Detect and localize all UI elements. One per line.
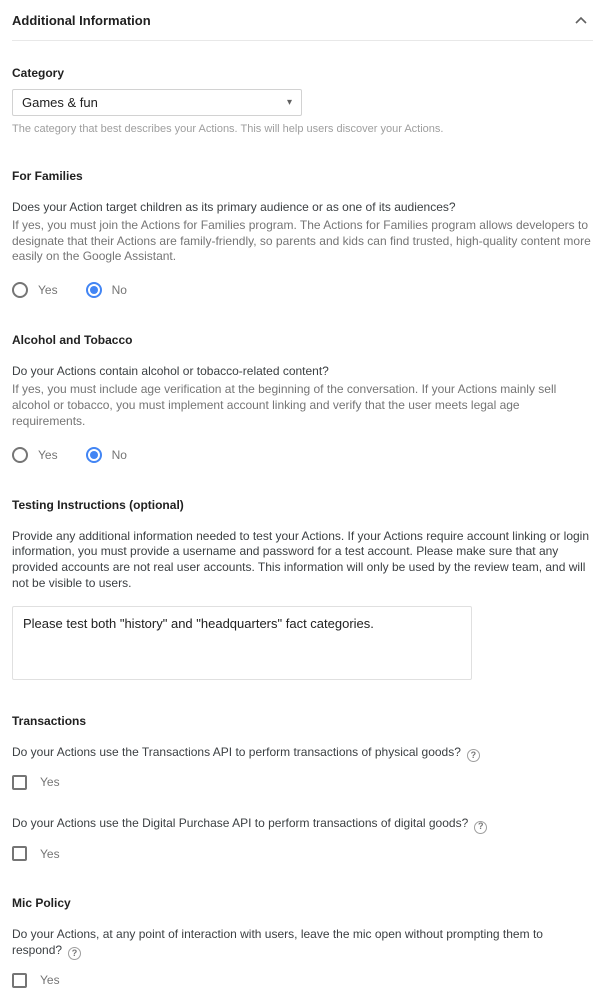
category-select[interactable] xyxy=(12,89,302,116)
for-families-description: If yes, you must join the Actions for Families program. The Actions for Families program allows developers to designate that their Actions are family-friendly, so parents and kids can find trusted, high-quality content more easily on the Google Assistant. xyxy=(12,217,591,264)
transactions-digital-yes-checkbox[interactable] xyxy=(12,846,593,862)
collapse-section-button[interactable] xyxy=(569,8,593,32)
mic-policy-yes-checkbox[interactable] xyxy=(12,972,593,988)
alcohol-tobacco-question: Do your Actions contain alcohol or tobacco-related content? xyxy=(12,364,329,379)
testing-instructions-section xyxy=(12,498,593,680)
radio-label: Yes xyxy=(38,447,58,462)
alcohol-tobacco-radio-group xyxy=(12,446,593,464)
for-families-title: For Families xyxy=(12,169,83,183)
checkbox-label: Yes xyxy=(40,775,60,790)
category-label: Category xyxy=(12,66,65,80)
alcohol-tobacco-section xyxy=(12,333,593,463)
question-text: Do your Actions use the Digital Purchase API to perform transactions of digital goods? xyxy=(12,816,469,831)
for-families-radio-group xyxy=(12,281,593,299)
help-icon[interactable]: ? xyxy=(68,947,81,960)
transactions-section xyxy=(12,714,593,862)
alcohol-tobacco-no-radio[interactable] xyxy=(86,447,127,463)
transactions-digital-question xyxy=(12,816,593,833)
category-select-value: Games & fun xyxy=(22,95,98,110)
mic-policy-question xyxy=(12,927,593,960)
chevron-down-icon: ▾ xyxy=(286,96,292,108)
alcohol-tobacco-title: Alcohol and Tobacco xyxy=(12,333,133,348)
radio-icon xyxy=(12,447,28,463)
help-icon[interactable]: ? xyxy=(467,749,480,762)
for-families-yes-radio[interactable] xyxy=(12,282,58,298)
panel-title: Additional Information xyxy=(12,12,151,28)
question-text: Do your Actions use the Transactions API to perform transactions of physical goods? xyxy=(12,744,461,759)
radio-label: No xyxy=(111,447,127,462)
mic-policy-title: Mic Policy xyxy=(12,895,71,910)
transactions-title: Transactions xyxy=(12,713,87,728)
question-text: Do your Actions, at any point of interaction with users, leave the mic open without prompting them to respond? xyxy=(12,926,543,957)
testing-instructions-input[interactable] xyxy=(12,606,472,680)
category-field xyxy=(12,66,593,135)
for-families-question: Does your Action target children as its primary audience or as one of its audiences? xyxy=(12,200,456,214)
radio-icon xyxy=(86,282,102,298)
mic-policy-section xyxy=(12,896,593,988)
checkbox-icon xyxy=(12,775,27,790)
checkbox-icon xyxy=(12,846,27,861)
testing-instructions-title: Testing Instructions (optional) xyxy=(12,497,184,512)
panel-header xyxy=(12,0,593,41)
transactions-physical-yes-checkbox[interactable] xyxy=(12,774,593,790)
checkbox-label: Yes xyxy=(40,973,60,988)
radio-icon xyxy=(12,282,28,298)
radio-icon xyxy=(86,447,102,463)
checkbox-icon xyxy=(12,973,27,988)
radio-label: No xyxy=(111,283,127,298)
checkbox-label: Yes xyxy=(40,846,60,861)
chevron-up-icon xyxy=(575,16,587,24)
alcohol-tobacco-yes-radio[interactable] xyxy=(12,447,58,463)
alcohol-tobacco-description: If yes, you must include age verification at the beginning of the conversation. If your Actions mainly sell alcohol or tobacco, you must implement account linking and verify that the user meets legal age requirements. xyxy=(12,382,557,428)
radio-label: Yes xyxy=(38,283,58,298)
help-icon[interactable]: ? xyxy=(474,821,487,834)
for-families-no-radio[interactable] xyxy=(86,282,127,298)
for-families-section xyxy=(12,169,593,299)
transactions-physical-question xyxy=(12,745,593,762)
category-helper-text: The category that best describes your Actions. This will help users discover your Actions. xyxy=(12,123,444,135)
testing-instructions-description: Provide any additional information needed to test your Actions. If your Actions require account linking or login information, you must provide a username and password for a test account. Please make sure that any provided accounts are not real user accounts. This information will only be used by the review team, and will not be visible to users. xyxy=(12,528,590,591)
